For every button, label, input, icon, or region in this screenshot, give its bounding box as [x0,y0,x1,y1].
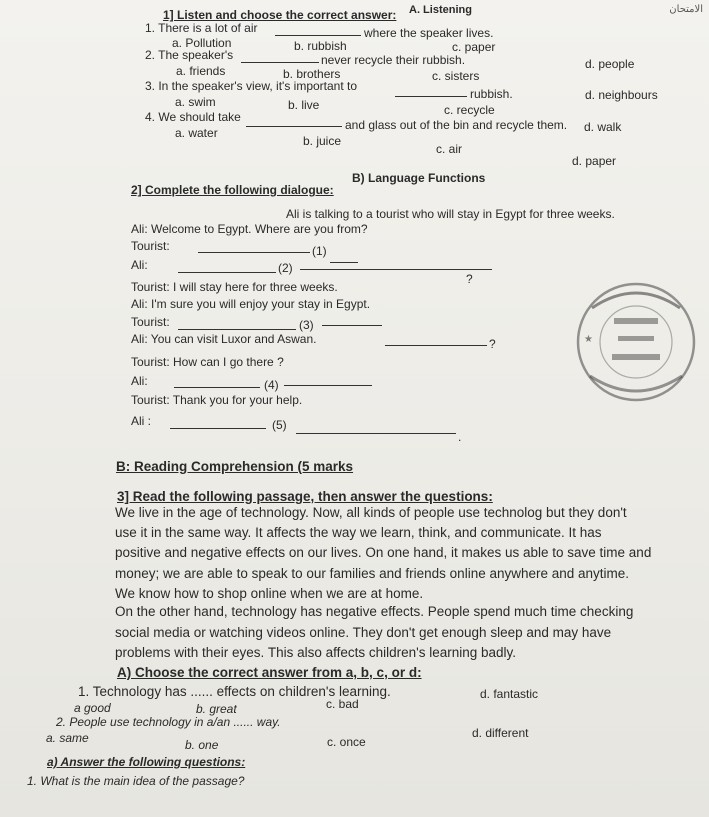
dialogue-line-1-blank [198,252,310,253]
q2-heading: 2] Complete the following dialogue: [131,183,334,197]
q1-item-1-suffix: where the speaker lives. [364,26,494,40]
section-a-title: A. Listening [409,4,472,16]
q3a-item-1-option-b: b. great [196,702,237,716]
q1-item-4-blank [246,126,342,127]
dialogue-intro-1: Ali is talking to a tourist who will stay in Egypt for three weeks. [286,207,615,221]
dialogue-line-5-num: (3) [299,318,314,332]
q3a-item-2-option-a: a. same [46,731,89,745]
q1-item-1-option-b: b. rubbish [294,39,347,53]
dialogue-line-1-num: (1) [312,244,327,258]
dialogue-line-5-blank [178,329,296,330]
school-stamp-seal [572,278,700,406]
section-reading-title: B: Reading Comprehension (5 marks [116,459,354,474]
dialogue-line-10-num: (5) [272,418,287,432]
q1-item-4-option-c: c. air [436,142,463,156]
q1-item-2-suffix: never recycle their rubbish. [321,53,466,67]
q1-item-1-blank [275,35,361,36]
dialogue-line-8-blank [174,387,260,388]
q1-item-4-option-d: d. walk [584,120,622,134]
dialogue-line-10-speaker: Ali : [131,414,152,428]
q1-item-2-option-c: c. sisters [432,69,480,83]
dialogue-line-8-num: (4) [264,378,279,392]
q1-item-3-option-d: d. neighbours [585,88,658,102]
q3a-item-1-option-d: d. fantastic [480,687,539,701]
q1-item-3-option-b: b. live [288,98,320,112]
q1-item-1-option-c: c. paper [452,40,496,54]
q1-heading: 1] Listen and choose the correct answer: [163,8,397,22]
q3a-item-2-option-d: d. different [472,726,529,740]
section-b-title: B) Language Functions [352,171,486,185]
q3a-item-1-option-c: c. bad [326,697,359,711]
q3a-heading: A) Choose the correct answer from a, b, c, or d: [117,665,422,680]
dialogue-line-3: Tourist: I will stay here for three weeks. [131,280,338,294]
dialogue-line-8-speaker: Ali: [131,374,148,388]
passage-line-7: social media or watching videos online. They don't get enough sleep and may have [115,625,612,640]
q3a-item-1-option-a: a good [74,701,111,715]
q1-item-3-prefix: 3. In the speaker's view, it's important to [145,79,358,93]
dialogue-line-9: Tourist: Thank you for your help. [131,393,303,407]
q3b-item-1: 1. What is the main idea of the passage? [27,774,245,788]
dialogue-line-1-blank-2 [330,262,358,263]
q3a-item-2-stem: 2. People use technology in a/an ...... way. [56,715,281,729]
q1-item-3-blank [395,96,467,97]
q1-item-4-option-b: b. juice [303,134,342,148]
dialogue-line-2-qmark: ? [466,272,473,286]
passage-line-6: On the other hand, technology has negative effects. People spend much time checking [115,604,634,619]
dialogue-line-10-blank [170,428,266,429]
header-corner-text: الامتحان [669,4,703,15]
passage-line-3: positive and negative effects on our lives. On one hand, it makes us able to save time and [115,545,652,560]
dialogue-line-10-end: . [458,430,462,444]
passage-line-5: We know how to shop online when we are at home. [115,586,424,601]
dialogue-line-8-blank-2 [284,385,372,386]
q3b-heading: a) Answer the following questions: [47,755,246,769]
q1-item-2-option-b: b. brothers [283,67,341,81]
q1-item-2-prefix: 2. The speaker's [145,48,234,62]
q1-item-3-option-a: a. swim [175,95,216,109]
q1-item-3-option-c: c. recycle [444,103,495,117]
dialogue-line-1-speaker: Tourist: [131,239,170,253]
q3a-item-1-stem: 1. Technology has ...... effects on children's learning. [78,684,391,699]
q1-item-4-option-a: a. water [175,126,218,140]
dialogue-line-5-blank-2 [322,325,382,326]
q3-heading: 3] Read the following passage, then answer the questions: [117,489,493,504]
q1-item-2-blank [241,62,319,63]
dialogue-line-2-num: (2) [278,261,293,275]
dialogue-line-6-blank [385,345,487,346]
q1-item-3-suffix: rubbish. [470,87,513,101]
dialogue-intro-2: Ali: Welcome to Egypt. Where are you from? [131,222,368,236]
passage-line-8: problems with their eyes. This also affects children's learning badly. [115,645,517,660]
q1-item-4-prefix: 4. We should take [145,110,241,124]
q1-item-4-suffix: and glass out of the bin and recycle them. [345,118,568,132]
passage-line-1: We live in the age of technology. Now, all kinds of people use technolog but they don't [115,505,627,520]
dialogue-line-5-speaker: Tourist: [131,315,170,329]
dialogue-line-10-blank-2 [296,433,456,434]
dialogue-line-2-blank-2 [300,269,492,270]
passage-line-2: use it in the same way. It affects the way we learn, think, and communicate. It has [115,525,602,540]
dialogue-line-2-blank [178,272,276,273]
dialogue-line-6: Ali: You can visit Luxor and Aswan. [131,332,317,346]
dialogue-line-7: Tourist: How can I go there ? [131,355,284,369]
q1-item-1-prefix: 1. There is a lot of air [145,21,258,35]
passage-line-4: money; we are able to speak to our families and friends online anywhere and anytime. [115,566,630,581]
q1-item-1-option-a: a. Pollution [172,36,232,50]
svg-text:★: ★ [584,334,593,345]
q3a-item-2-option-b: b. one [185,738,219,752]
dialogue-line-4: Ali: I'm sure you will enjoy your stay in Egypt. [131,297,371,311]
q1-item-4-option-d2: d. paper [572,154,617,168]
dialogue-line-6-qmark: ? [489,337,496,351]
dialogue-line-2-speaker: Ali: [131,258,148,272]
q1-item-2-option-d: d. people [585,57,635,71]
q1-item-2-option-a: a. friends [176,64,226,78]
q3a-item-2-option-c: c. once [327,735,366,749]
